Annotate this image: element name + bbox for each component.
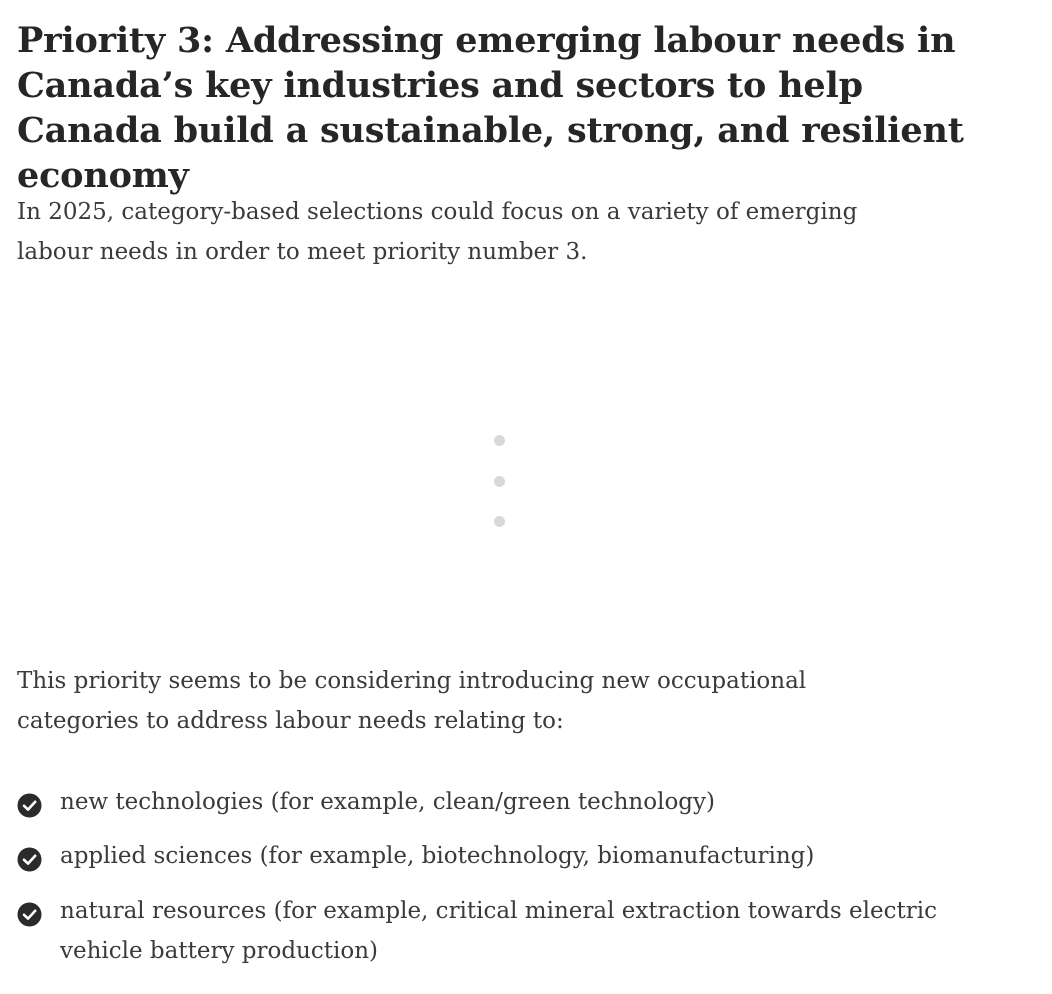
loading-dot bbox=[494, 476, 505, 487]
loading-dot bbox=[494, 516, 505, 527]
check-circle-icon bbox=[17, 793, 42, 818]
body-paragraph: This priority seems to be considering introducing new occupational categories to address labour needs relating to: bbox=[17, 668, 807, 734]
check-circle-icon bbox=[17, 847, 42, 872]
section-heading: Priority 3: Addressing emerging labour needs in Canada’s key industries and sectors to help Canada build a sustainable, strong, and resilient economy bbox=[17, 20, 964, 196]
list-item-label: natural resources (for example, critical mineral extraction towards electric vehicle battery production) bbox=[60, 898, 937, 964]
list-item-label: applied sciences (for example, biotechnology, biomanufacturing) bbox=[60, 843, 815, 869]
intro-paragraph: In 2025, category-based selections could focus on a variety of emerging labour needs in order to meet priority number 3. bbox=[17, 199, 858, 265]
list-item bbox=[17, 782, 977, 822]
vertical-ellipsis-loading-icon bbox=[494, 434, 506, 530]
list-item-label: new technologies (for example, clean/green technology) bbox=[60, 789, 715, 815]
loading-dot bbox=[494, 435, 505, 446]
check-circle-icon bbox=[17, 902, 42, 927]
list-item bbox=[17, 836, 977, 876]
list-item bbox=[17, 891, 977, 971]
